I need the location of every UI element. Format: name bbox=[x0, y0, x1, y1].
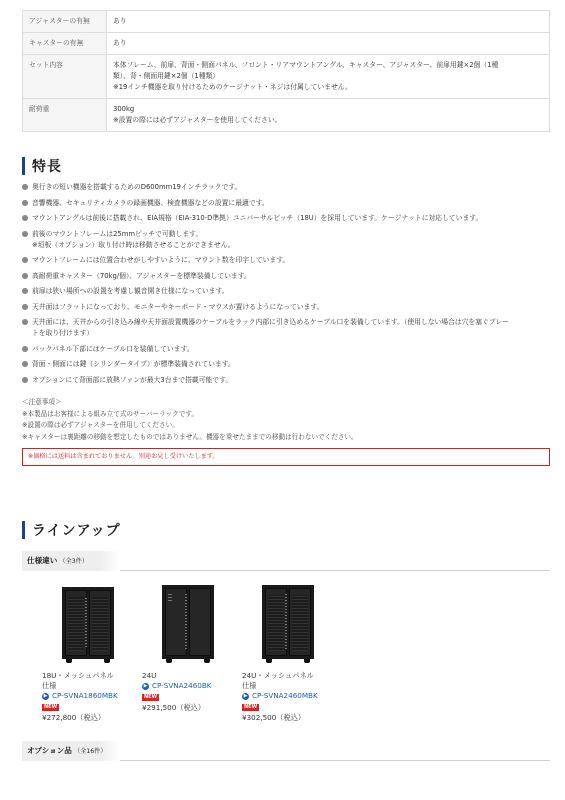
product-code[interactable]: CP-SVNA1860MBK bbox=[52, 691, 118, 700]
spec-value-line: 類）、背・側面用鍵×2個（1種類） bbox=[113, 72, 220, 80]
new-badge: NEW bbox=[144, 694, 158, 700]
features-list bbox=[22, 182, 550, 390]
options-tab[interactable] bbox=[22, 741, 120, 761]
features-title: 特長 bbox=[32, 159, 62, 175]
feature-item bbox=[22, 213, 550, 224]
bullet-icon bbox=[22, 257, 28, 263]
spec-row bbox=[23, 33, 550, 55]
product-name bbox=[142, 671, 242, 681]
spec-value-line: ※19インチ機器を取り付けるためのケージナット・ネジは付属していません。 bbox=[113, 83, 352, 91]
heading-accent-bar bbox=[22, 521, 25, 539]
bullet-icon bbox=[22, 184, 28, 190]
note-line: ＜注意事項＞ bbox=[22, 398, 62, 406]
feature-text: 音響機器、セキュリティカメラの録画機器、検査機器などの設置に最適です。 bbox=[32, 198, 269, 207]
new-badge: NEW bbox=[44, 704, 58, 710]
feature-text: トを取り付けます） bbox=[32, 329, 94, 337]
bullet-icon bbox=[22, 319, 28, 325]
feature-item bbox=[22, 229, 550, 251]
note-line: ※本製品はお客様による組み立て式のサーバーラックです。 bbox=[22, 409, 198, 418]
spec-label: キャスターの有無 bbox=[23, 33, 107, 55]
spec-label: 耐荷重 bbox=[23, 99, 107, 132]
product-card[interactable] bbox=[42, 585, 142, 723]
product-card[interactable] bbox=[142, 585, 242, 713]
heading-accent-bar bbox=[22, 157, 25, 175]
product-image-rack-18u-mesh[interactable] bbox=[60, 585, 120, 665]
lineup-heading bbox=[22, 520, 121, 540]
feature-text: マウントアングルは前後に搭載され、EIA規格（EIA-310-D準拠）ユニバーサルピッチ（18U）を採用しています。ケージナットに対応しています。 bbox=[32, 214, 483, 222]
product-name-line: 仕様 bbox=[242, 681, 257, 690]
spec-variants-label: 仕様違い bbox=[27, 556, 58, 565]
product-code-link[interactable] bbox=[242, 691, 342, 701]
bullet-icon bbox=[22, 215, 28, 221]
arrow-right-icon: ▶ bbox=[143, 682, 148, 689]
product-name-line: 18U・メッシュパネル bbox=[42, 671, 114, 680]
arrow-right-icon: ▶ bbox=[243, 692, 248, 699]
feature-item bbox=[22, 182, 550, 193]
spec-value-line: 本体フレーム、前扉、背面・側面パネル、フロント・リアマウントアングル、キャスター、アジャスター、前扉用鍵×2個（1種 bbox=[113, 61, 499, 69]
feature-text: 高耐荷重キャスター（70kg/個）、アジャスターを標準装備しています。 bbox=[32, 271, 251, 280]
product-name-line: 24U bbox=[142, 671, 157, 680]
caution-notes bbox=[22, 397, 550, 443]
product-name-line: 仕様 bbox=[42, 681, 57, 690]
product-price: ¥302,500（税込） bbox=[242, 713, 306, 722]
feature-item bbox=[22, 286, 550, 297]
spec-row bbox=[23, 99, 550, 132]
product-image-rack-24u[interactable] bbox=[160, 585, 220, 665]
feature-item bbox=[22, 344, 550, 355]
bullet-icon bbox=[22, 346, 28, 352]
spec-value bbox=[107, 11, 550, 33]
spec-variants-header bbox=[22, 551, 550, 571]
spec-row bbox=[23, 11, 550, 33]
spec-label: アジャスターの有無 bbox=[23, 11, 107, 33]
bullet-icon bbox=[22, 273, 28, 279]
spec-value-line: あり bbox=[113, 17, 127, 25]
spec-value bbox=[107, 33, 550, 55]
feature-item bbox=[22, 317, 550, 339]
feature-text: 奥行きの短い機器を搭載するためのD600mm19インチラックです。 bbox=[32, 183, 242, 191]
spec-value-line: あり bbox=[113, 39, 127, 47]
feature-item bbox=[22, 271, 550, 282]
options-count: （全16件） bbox=[73, 748, 107, 755]
spec-label: セット内容 bbox=[23, 55, 107, 99]
product-price: ¥272,800（税込） bbox=[42, 713, 106, 722]
note-line: ※キャスターは裏距離の移動を想定したものではありません。機器を乗せたままでの移動は行わないでください。 bbox=[22, 432, 358, 441]
feature-text: バックパネル下部にはケーブル口を装備しています。 bbox=[32, 344, 194, 353]
feature-text: マウントフレームには位置合わせがしやすいように、マウント数を印字しています。 bbox=[32, 256, 290, 264]
feature-item bbox=[22, 302, 550, 313]
bullet-icon bbox=[22, 377, 28, 383]
spec-table bbox=[22, 10, 550, 132]
spec-row bbox=[23, 55, 550, 99]
spec-value bbox=[107, 99, 550, 132]
feature-item bbox=[22, 255, 550, 266]
bullet-icon bbox=[22, 231, 28, 237]
product-image-rack-24u-mesh[interactable] bbox=[260, 585, 320, 665]
spec-variants-count: （全3件） bbox=[59, 558, 89, 565]
product-name bbox=[242, 671, 342, 691]
feature-text: 背面・側面には鍵（シリンダータイプ）が標準装備されています。 bbox=[32, 360, 235, 368]
product-code-link[interactable] bbox=[42, 691, 142, 701]
product-code-link[interactable] bbox=[142, 681, 242, 691]
bullet-icon bbox=[22, 200, 28, 206]
product-card[interactable] bbox=[242, 585, 342, 723]
features-heading bbox=[22, 156, 62, 176]
feature-text: 天井面には、天井からの引き込み線や天井面設置機器のケーブルをラック内部に引き込めるケーブル口を装備しています。（使用しない場合は穴を塞ぐプレー bbox=[32, 318, 509, 326]
spec-variants-tab[interactable] bbox=[22, 551, 120, 571]
bullet-icon bbox=[22, 304, 28, 310]
bullet-icon bbox=[22, 288, 28, 294]
options-label: オプション品 bbox=[27, 746, 72, 755]
spec-value-line: ※設置の際には必ずアジャスターを使用してください。 bbox=[113, 116, 282, 124]
product-price: ¥291,500（税込） bbox=[142, 703, 206, 712]
spec-value bbox=[107, 55, 550, 99]
feature-item bbox=[22, 359, 550, 370]
product-name bbox=[42, 671, 142, 691]
note-line: ※設置の際は必ずアジャスターを併用してください。 bbox=[22, 421, 179, 430]
feature-text: ※垣板（オプション）取り付け時は移動させることができません。 bbox=[32, 240, 235, 249]
new-badge: NEW bbox=[244, 704, 258, 710]
spec-value-line: 300kg bbox=[113, 105, 135, 113]
product-name-line: 24U・メッシュパネル bbox=[242, 671, 314, 680]
lineup-title: ラインアップ bbox=[32, 523, 121, 539]
options-header bbox=[22, 741, 550, 761]
feature-item bbox=[22, 198, 550, 209]
feature-text: 天井面はフラットになっており、モニターやキーボード・マウスが置けるようになっています。 bbox=[32, 302, 324, 311]
product-code[interactable]: CP-SVNA2460MBK bbox=[252, 691, 318, 700]
feature-item bbox=[22, 375, 550, 386]
price-note: ※価格には送料は含まれておりません。別途お見し受けいたします。 bbox=[22, 448, 550, 466]
product-code[interactable]: CP-SVNA2460BK bbox=[152, 681, 212, 690]
arrow-right-icon: ▶ bbox=[43, 692, 48, 699]
feature-text: オプションにて背面部に放熱ファンが最大3台まで搭載可能です。 bbox=[32, 375, 233, 384]
feature-text: 前後のマウントフレームは25mmピッチで可動します。 bbox=[32, 229, 203, 238]
bullet-icon bbox=[22, 361, 28, 367]
feature-text: 前扉は狭い場所への設置を考慮し観音開き仕様になっています。 bbox=[32, 287, 229, 295]
